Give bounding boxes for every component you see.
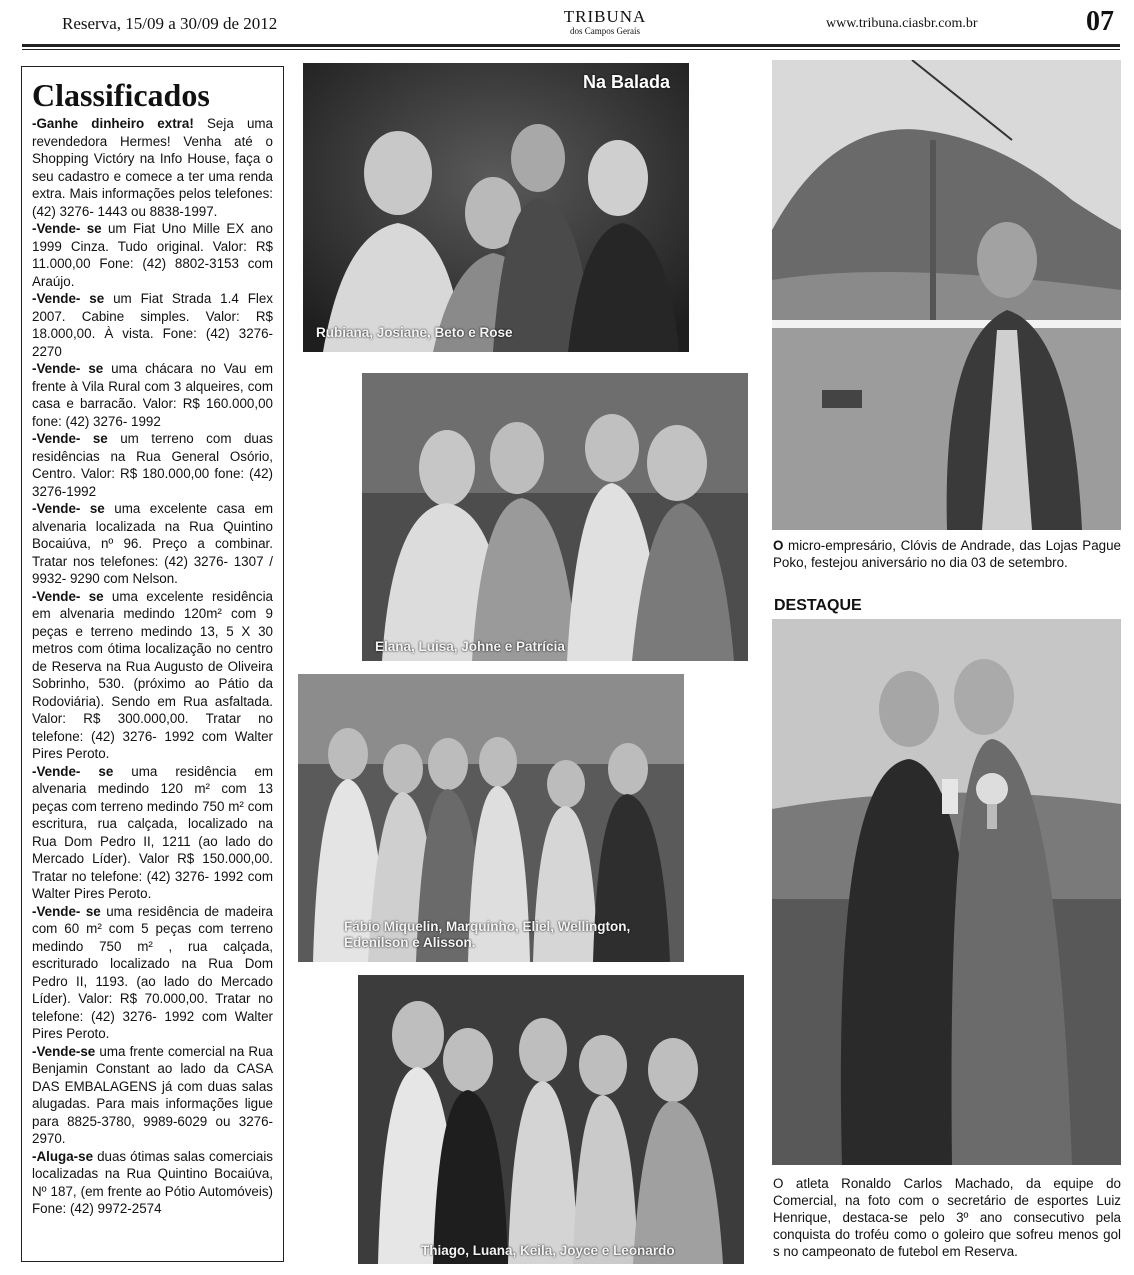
photo-caption: Fábio Miquelin, Marquinho, Eliel, Wellington, Edenilson e Alisson. bbox=[344, 919, 631, 950]
ad-lead: -Vende- se bbox=[32, 431, 108, 446]
sociedade-caption bbox=[773, 537, 1121, 571]
masthead bbox=[540, 8, 670, 36]
ad-text: um terreno com duas residências na Rua General Osório, Centro. Valor: R$ 180.000,00 fone: (42) 3276-1992 bbox=[32, 431, 273, 499]
photo-rubiana-group bbox=[303, 63, 689, 352]
classifieds-box bbox=[21, 66, 284, 1262]
ad-text: uma excelente casa em alvenaria localizada na Rua Quintino Bocaiúva, nº 96. Preço a combinar. Tratar nos telefones: (42) 3276- 1307 / 9932- 9290 com Nelson. bbox=[32, 501, 274, 586]
masthead-subtitle: dos Campos Gerais bbox=[570, 26, 640, 36]
classified-ad bbox=[32, 360, 273, 430]
ad-text: um Fiat Uno Mille EX ano 1999 Cinza. Tudo original. Valor: R$ 11.000,00 Fone: (42) 8802-3153 com Araújo. bbox=[32, 221, 273, 289]
ad-lead: -Ganhe dinheiro extra! bbox=[32, 116, 194, 131]
ad-text: uma residência em alvenaria medindo 120 m² com 13 peças com terreno medindo 750 m² com escritura, rua calçada, localizado na Rua Dom Pedro II, 1211 (ao lado do Mercado Líder). Valor R$ 150.000,00. Tratar no telefone: (42) 3276- 1992 com Walter Pires Peroto. bbox=[32, 763, 273, 901]
ad-lead: -Vende- se bbox=[32, 501, 105, 516]
ad-lead: -Vende- se bbox=[32, 763, 114, 779]
ad-text: uma frente comercial na Rua Benjamin Constant ao lado da CASA DAS EMBALAGENS já com duas salas alugadas. Para mais informações ligue para 8825-3780, 9989-6029 ou 3276-2970. bbox=[32, 1043, 273, 1146]
photo-ronaldo bbox=[772, 619, 1121, 1165]
caption-lead: O bbox=[773, 538, 784, 553]
classified-ad bbox=[32, 220, 273, 290]
ad-text: uma excelente residência em alvenaria medindo 120m² com 9 peças e terreno medindo 13, 5 X 30 metros com ótima localização no centro de Reserva na Rua Augusto de Oliveira Sobrinho, 530. (próximo ao Pátio da Rodoviária). Sendo em Rua asfaltada. Valor: R$ 300.000,00. Tratar no telefone: (42) 3276- 1992 com Walter Pires Peroto. bbox=[32, 588, 273, 761]
header-rule-thin bbox=[22, 49, 1120, 50]
photo-image bbox=[772, 60, 1121, 530]
ad-text: uma residência de madeira com 60 m² com 5 peças com terreno medindo 750 m² , rua calçada, escriturado localizado na Rua Dom Pedro II, 1193. (ao lado do Mercado Líder). Valor: R$ 70.000,00. Tratar no telefone: (42) 3276- 1992 com Walter Pires Peroto. bbox=[32, 903, 273, 1041]
ad-text: um Fiat Strada 1.4 Flex 2007. Cabine simples. Valor: R$ 18.000,00. À vista. Fone: (42) 3276-2270 bbox=[32, 291, 273, 359]
classified-ad bbox=[32, 588, 273, 763]
classifieds-title: Classificados bbox=[32, 77, 210, 113]
section-label-na-balada: Na Balada bbox=[583, 72, 671, 92]
photo-caption: Thiago, Luana, Keila, Joyce e Leonardo bbox=[421, 1243, 675, 1258]
page-number: 07 bbox=[1086, 6, 1114, 37]
ad-text: uma chácara no Vau em frente à Vila Rural com 3 alqueires, com casa e barracão. Valor: R$ 160.000,00 fone: (42) 3276- 1992 bbox=[32, 361, 273, 429]
classified-ad bbox=[32, 903, 273, 1043]
photo-caption: Elana, Luisa, Johne e Patrícia bbox=[375, 639, 565, 654]
photo-fabio-group bbox=[298, 674, 684, 962]
photo-thiago-group bbox=[358, 975, 744, 1264]
masthead-title: TRIBUNA bbox=[563, 7, 647, 26]
photo-caption: Rubiana, Josiane, Beto e Rose bbox=[316, 325, 513, 340]
issue-date: Reserva, 15/09 a 30/09 de 2012 bbox=[62, 14, 278, 33]
ad-text: Seja uma revendedora Hermes! Venha até o Shopping Victóry na Info House, faça o seu cadastro e comece a ter uma renda extra. Mais informações pelos telefones: (42) 3276- 1443 ou 8838-1997. bbox=[32, 116, 273, 219]
ad-text: duas ótimas salas comerciais localizadas na Rua Quintino Bocaiúva, Nº 187, (em frente ao Pótio Automóveis) Fone: (42) 9972-2574 bbox=[32, 1148, 273, 1216]
photo-clovis bbox=[772, 60, 1121, 530]
destaque-caption: O atleta Ronaldo Carlos Machado, da equipe do Comercial, na foto com o secretário de esportes Luiz Henrique, destaca-se pelo 3º ano consecutivo pela conquista do troféu como o goleiro que sofreu menos gol s no campeonato de futebol em Reserva. bbox=[773, 1176, 1121, 1259]
header-rule bbox=[22, 44, 1120, 47]
website-url: www.tribuna.ciasbr.com.br bbox=[826, 16, 978, 31]
ad-lead: -Vende- se bbox=[32, 588, 104, 604]
classified-ad bbox=[32, 115, 273, 220]
ad-lead: -Vende-se bbox=[32, 1043, 96, 1059]
ad-lead: -Vende- se bbox=[32, 291, 105, 306]
classified-ad bbox=[32, 1043, 273, 1148]
ad-lead: -Aluga-se bbox=[32, 1148, 94, 1164]
destaque-title: DESTAQUE bbox=[774, 597, 862, 614]
photo-image bbox=[772, 619, 1121, 1165]
classified-ad bbox=[32, 763, 273, 903]
caption-text: micro-empresário, Clóvis de Andrade, das Lojas Pague Poko, festejou aniversário no dia 03 de setembro. bbox=[773, 538, 1121, 570]
classified-ad bbox=[32, 430, 273, 500]
photo-elana-group bbox=[362, 373, 748, 661]
photo-image bbox=[358, 975, 744, 1264]
classified-ad bbox=[32, 290, 273, 360]
ad-lead: -Vende- se bbox=[32, 361, 104, 376]
ad-lead: -Vende- se bbox=[32, 221, 102, 236]
classified-ad bbox=[32, 1148, 273, 1218]
photo-image bbox=[362, 373, 748, 661]
photo-image bbox=[303, 63, 689, 352]
ad-lead: -Vende- se bbox=[32, 903, 101, 919]
classified-ad bbox=[32, 500, 273, 588]
